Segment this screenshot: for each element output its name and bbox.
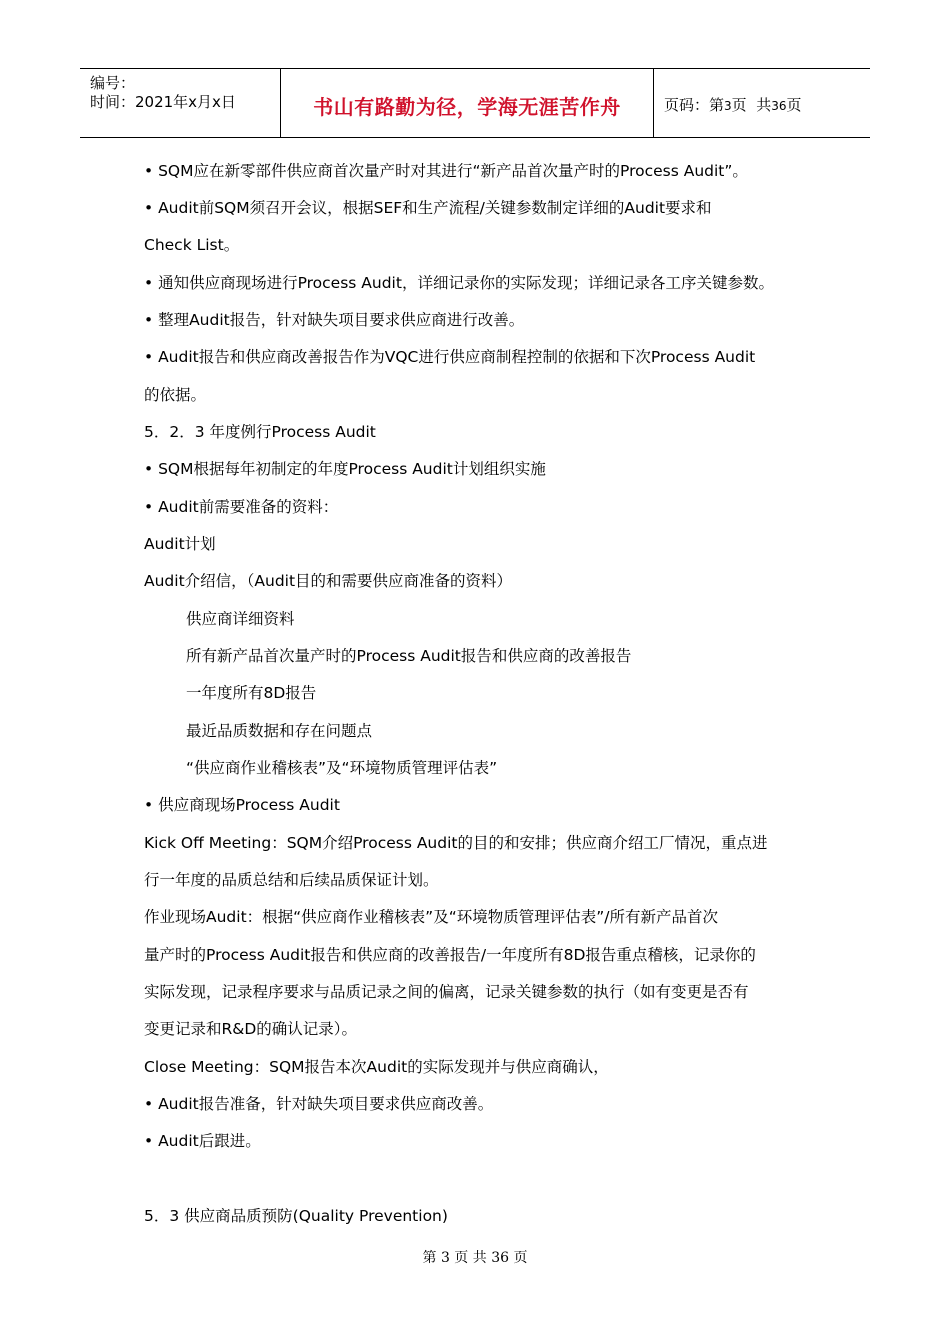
page-footer: 第 3 页 共 36 页 xyxy=(422,1250,528,1266)
body-line: Kick Off Meeting：SQM介绍Process Audit的目的和安排；供应商介绍工厂情况，重点进 xyxy=(144,834,768,852)
body-line: • 整理Audit报告，针对缺失项目要求供应商进行改善。 xyxy=(144,311,525,329)
body-line: • 通知供应商现场进行Process Audit，详细记录你的实际发现；详细记录各工序关键参数。 xyxy=(144,274,774,292)
body-line: Audit介绍信，（Audit目的和需要供应商准备的资料） xyxy=(144,572,513,590)
indented-line: 供应商详细资料 xyxy=(186,610,295,628)
indented-line: 一年度所有8D报告 xyxy=(186,684,317,702)
body-line: 实际发现，记录程序要求与品质记录之间的偏离，记录关键参数的执行（如有变更是否有 xyxy=(144,983,749,1001)
page-current: 3 xyxy=(724,99,732,113)
body-line: 的依据。 xyxy=(144,386,207,404)
motto: 书山有路勤为径，学海无涯苦作舟 xyxy=(313,95,621,119)
page-end: 页 xyxy=(786,96,802,114)
body-line: • Audit前SQM须召开会议，根据SEF和生产流程/关键参数制定详细的Audit要求和 xyxy=(144,199,712,217)
section-heading: 5．2．3 年度例行Process Audit xyxy=(144,423,376,441)
body-line: 变更记录和R&D的确认记录）。 xyxy=(144,1020,358,1038)
page-indicator xyxy=(664,94,802,115)
header-motto-cell xyxy=(281,69,654,137)
indented-line: 所有新产品首次量产时的Process Audit报告和供应商的改善报告 xyxy=(186,647,632,665)
document-number-label: 编号： xyxy=(90,74,136,92)
body-line: • Audit报告准备，针对缺失项目要求供应商改善。 xyxy=(144,1095,494,1113)
body-line: • Audit前需要准备的资料： xyxy=(144,498,339,516)
body-line: • SQM根据每年初制定的年度Process Audit计划组织实施 xyxy=(144,460,546,478)
body-line: 行一年度的品质总结和后续品质保证计划。 xyxy=(144,871,439,889)
body-line: • 供应商现场Process Audit xyxy=(144,796,340,814)
body-line: • SQM应在新零部件供应商首次量产时对其进行“新产品首次量产时的Process Audit”。 xyxy=(144,162,748,180)
section-heading: 5．3 供应商品质预防(Quality Prevention) xyxy=(144,1207,448,1225)
body-line: 量产时的Process Audit报告和供应商的改善报告/一年度所有8D报告重点稽核，记录你的 xyxy=(144,946,756,964)
indented-line: 最近品质数据和存在问题点 xyxy=(186,722,373,740)
date-label: 时间：2021年x月x日 xyxy=(90,93,236,111)
page-label: 页码：第 xyxy=(664,96,725,114)
header-page-cell xyxy=(654,69,870,137)
body-line: 作业现场Audit：根据“供应商作业稽核表”及“环境物质管理评估表”/所有新产品首次 xyxy=(144,908,718,926)
header-info-cell xyxy=(80,69,281,137)
page-mid: 页 共 xyxy=(731,96,772,114)
page-total: 36 xyxy=(771,99,787,113)
indented-line: “供应商作业稽核表”及“环境物质管理评估表” xyxy=(186,759,498,777)
body-line: • Audit报告和供应商改善报告作为VQC进行供应商制程控制的依据和下次Process Audit xyxy=(144,348,756,366)
body-line: Close Meeting：SQM报告本次Audit的实际发现并与供应商确认， xyxy=(144,1058,609,1076)
body-line: Audit计划 xyxy=(144,535,216,553)
body-line: Check List。 xyxy=(144,236,240,254)
page-header xyxy=(80,68,870,138)
body-line: • Audit后跟进。 xyxy=(144,1132,261,1150)
